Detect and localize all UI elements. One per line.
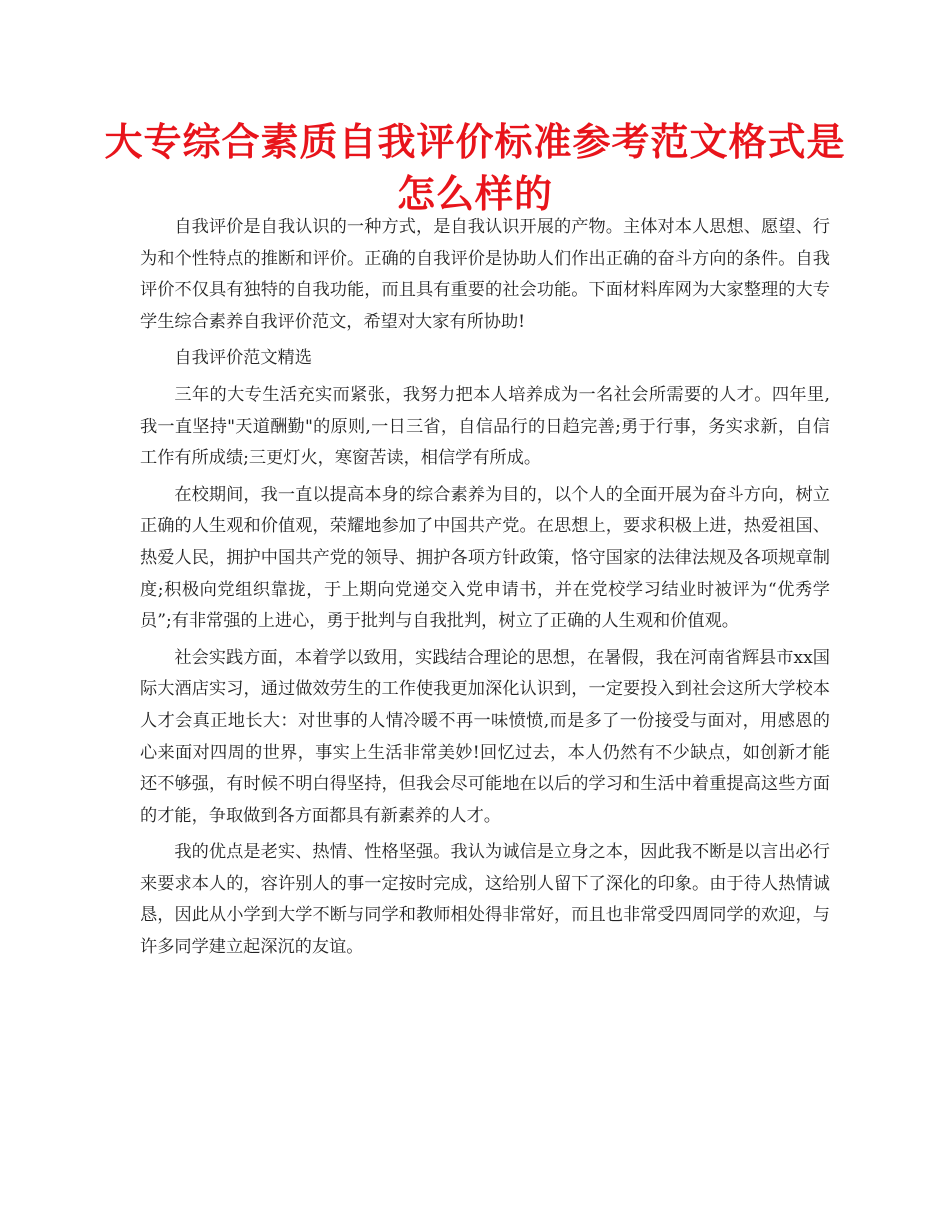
paragraph-section-heading: 自我评价范文精选 [174, 348, 312, 369]
paragraph-college-life: 三年的大专生活充实而紧张，我努力把本人培养成为一名社会所需要的人才。四年里,我一直坚持"天道酬勤"的原则,一日三省，自信品行的日趋完善;勇于行事，务实求新，自信工作有所成绩;三更灯火，寒窗苦读，相信学有所成。 [140, 384, 830, 469]
document-body [140, 212, 830, 969]
paragraph-strengths: 我的优点是老实、热情、性格坚强。我认为诚信是立身之本，因此我不断是以言出必行来要求本人的，容许别人的事一定按时完成，这给别人留下了深化的印象。由于待人热情诚恳，因此从小学到大学不断与同学和教师相处得非常好，而且也非常受四周同学的欢迎，与许多同学建立起深沉的友谊。 [140, 842, 830, 958]
paragraph-school-period: 在校期间，我一直以提高本身的综合素养为目的，以个人的全面开展为奋斗方向，树立正确的人生观和价值观，荣耀地参加了中国共产党。在思想上，要求积极上进，热爱祖国、热爱人民，拥护中国共产党的领导、拥护各项方针政策，恪守国家的法律法规及各项规章制度;积极向党组织靠拢，于上期向党递交入党申请书，并在党校学习结业时被评为“优秀学员”;有非常强的上进心，勇于批判与自我批判，树立了正确的人生观和价值观。 [140, 484, 830, 632]
paragraph-intro: 自我评价是自我认识的一种方式，是自我认识开展的产物。主体对本人思想、愿望、行为和个性特点的推断和评价。正确的自我评价是协助人们作出正确的奋斗方向的条件。自我评价不仅具有独特的自我功能，而且具有重要的社会功能。下面材料库网为大家整理的大专学生综合素养自我评价范文，希望对大家有所协助! [140, 217, 830, 332]
document-title: 大专综合素质自我评价标准参考范文格式是怎么样的 [104, 120, 846, 216]
paragraph-social-practice: 社会实践方面，本着学以致用，实践结合理论的思想，在暑假，我在河南省辉县市xx国际大酒店实习，通过做效劳生的工作使我更加深化认识到，一定要投入到社会这所大学校本人才会真正地长大：对世事的人情冷暖不再一味愤愤,而是多了一份接受与面对，用感恩的心来面对四周的世界，事实上生活非常美妙!回忆过去，本人仍然有不少缺点，如创新才能还不够强，有时候不明白得坚持，但我会尽可能地在以后的学习和生活中着重提高这些方面的才能，争取做到各方面都具有新素养的人才。 [140, 647, 830, 826]
